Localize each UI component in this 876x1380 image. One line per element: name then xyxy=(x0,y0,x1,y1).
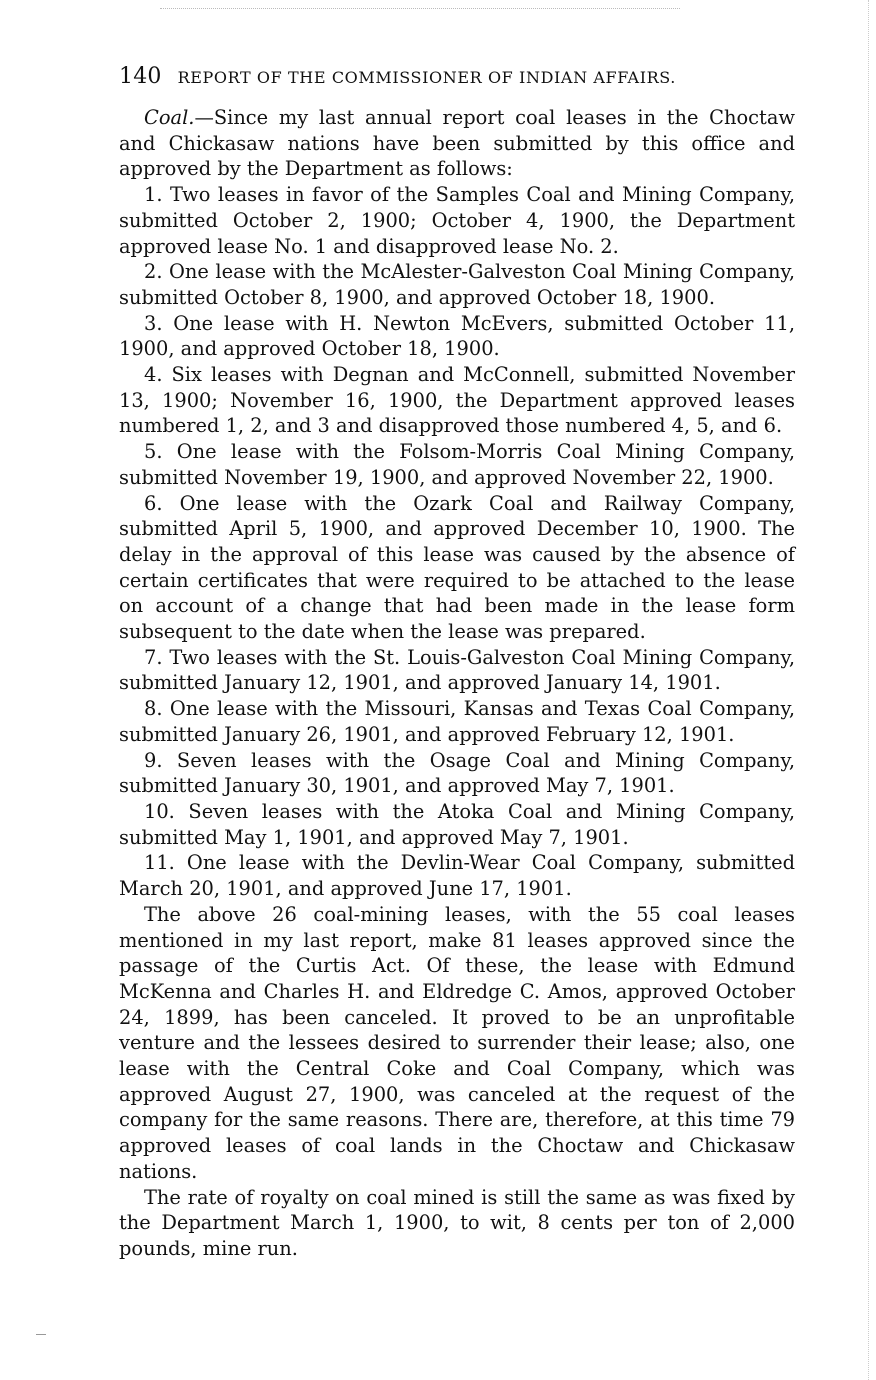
lease-item-9: 9. Seven leases with the Osage Coal and Mining Company, submitted January 30, 1901, and approved May 7, 1901. xyxy=(119,748,795,798)
lease-item-6: 6. One lease with the Ozark Coal and Railway Company, submitted April 5, 1900, and approved December 10, 1900. The delay in the approval of this lease was caused by the absence of certain certificates that were required to be attached to the lease on account of a change that had been made in the lease form subsequent to the date when the lease was prepared. xyxy=(119,491,795,644)
lease-item-1: 1. Two leases in favor of the Samples Coal and Mining Company, submitted October 2, 1900; October 4, 1900, the Department approved lease No. 1 and disapproved lease No. 2. xyxy=(119,183,795,258)
intro-paragraph xyxy=(119,105,795,182)
page-edge xyxy=(868,0,870,1380)
lease-item-11: 11. One lease with the Devlin-Wear Coal Company, submitted March 20, 1901, and approved June 17, 1901. xyxy=(119,851,795,901)
document-page xyxy=(119,64,795,1262)
lease-item-10: 10. Seven leases with the Atoka Coal and Mining Company, submitted May 1, 1901, and approved May 7, 1901. xyxy=(119,799,795,849)
summary-paragraph: The above 26 coal-mining leases, with the 55 coal leases mentioned in my last report, make 81 leases approved since the passage of the Curtis Act. Of these, the lease with Edmund McKenna and Charles H. and Eldredge C. Amos, approved October 24, 1899, has been canceled. It proved to be an unprofitable venture and the lessees desired to surrender their lease; also, one lease with the Central Coke and Coal Company, which was approved August 27, 1900, was canceled at the request of the company for the same reasons. There are, therefore, at this time 79 approved leases of coal lands in the Choctaw and Chickasaw nations. xyxy=(119,902,795,1183)
royalty-paragraph: The rate of royalty on coal mined is still the same as was fixed by the Department March 1, 1900, to wit, 8 cents per ton of 2,000 pounds, mine run. xyxy=(119,1185,795,1260)
page-header xyxy=(119,64,795,89)
lease-item-3: 3. One lease with H. Newton McEvers, submitted October 11, 1900, and approved October 18, 1900. xyxy=(119,311,795,361)
scan-mark xyxy=(36,1334,46,1335)
running-head: REPORT OF THE COMMISSIONER OF INDIAN AFFAIRS. xyxy=(177,68,676,87)
lease-item-2: 2. One lease with the McAlester-Galveston Coal Mining Company, submitted October 8, 1900, and approved October 18, 1900. xyxy=(119,260,795,309)
intro-text: —Since my last annual report coal leases in the Choctaw and Chickasaw nations have been submitted by this office and approved by the Department as follows: xyxy=(119,106,795,181)
top-scan-rule xyxy=(160,8,680,10)
intro-label: Coal. xyxy=(144,106,195,129)
lease-item-8: 8. One lease with the Missouri, Kansas and Texas Coal Company, submitted January 26, 1901, and approved February 12, 1901. xyxy=(119,697,795,746)
lease-item-7: 7. Two leases with the St. Louis-Galveston Coal Mining Company, submitted January 12, 1901, and approved January 14, 1901. xyxy=(119,645,795,695)
lease-item-5: 5. One lease with the Folsom-Morris Coal Mining Company, submitted November 19, 1900, and approved November 22, 1900. xyxy=(119,440,795,489)
lease-item-4: 4. Six leases with Degnan and McConnell, submitted November 13, 1900; November 16, 1900, the Department approved leases numbered 1, 2, and 3 and disapproved those numbered 4, 5, and 6. xyxy=(119,363,795,438)
page-number: 140 xyxy=(119,64,162,89)
